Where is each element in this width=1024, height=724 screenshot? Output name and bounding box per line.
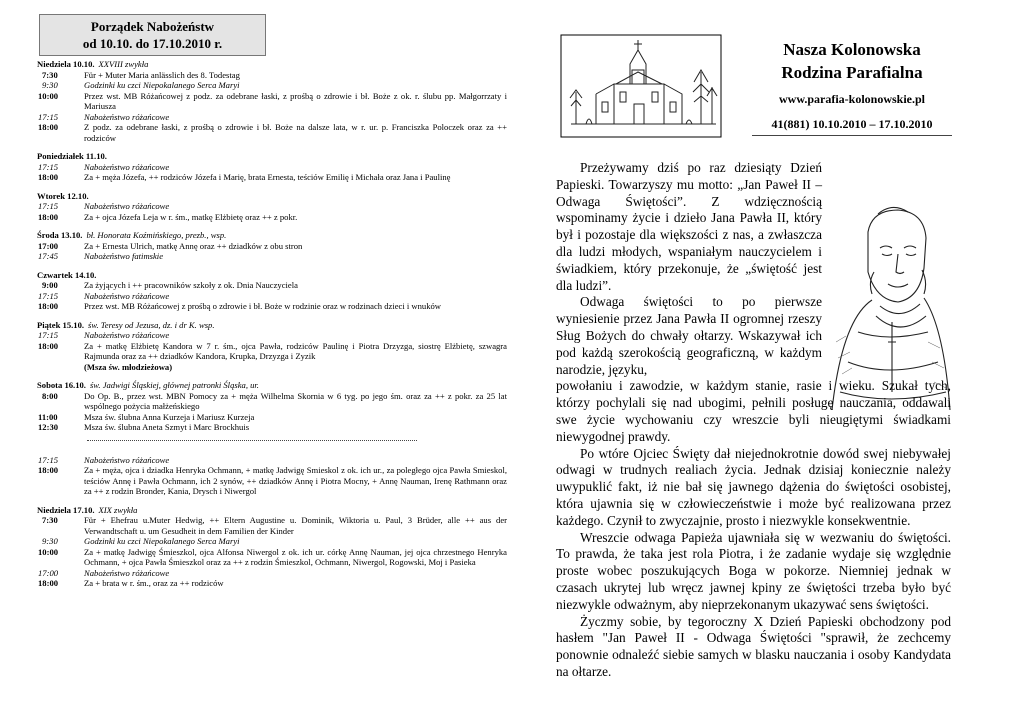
schedule-row <box>37 465 507 497</box>
schedule-row <box>37 201 507 212</box>
schedule-row <box>37 422 507 433</box>
mass-intention-text: Nabożeństwo różańcowe <box>84 161 170 172</box>
day-heading <box>37 191 507 202</box>
day-heading <box>37 320 507 331</box>
schedule-row <box>37 251 507 262</box>
mass-intention-text: Za żyjących i ++ pracowników szkoły z ok. Dnia Nauczyciela <box>84 280 298 290</box>
bulletin-title-line1: Nasza Kolonowska <box>783 40 921 59</box>
mass-intention <box>84 455 507 466</box>
schedule-day <box>37 191 507 223</box>
mass-time: 10:00 <box>38 546 59 557</box>
article <box>556 160 951 681</box>
day-heading <box>37 380 507 391</box>
schedule-row <box>37 578 507 589</box>
mass-time: 10:00 <box>38 90 59 101</box>
day-date: Środa 13.10. <box>37 230 83 240</box>
mass-intention-text: Für + Muter Maria anlässlich des 8. Todestag <box>84 69 240 80</box>
article-paragraph: powołaniu i zawodzie, w każdym stanie, rasie i wieku. Szukał tych, którzy pochylali się nad ubogimi, pełnili posługę nauczania, oddawali swe życie wychowaniu czy wreszcie byli nieugiętymi świadkami niewygodnej prawdy. <box>556 378 951 444</box>
liturgical-note: XIX zwykła <box>98 504 138 515</box>
mass-intention <box>84 251 507 262</box>
mass-intention <box>84 422 507 433</box>
mass-time: 17:15 <box>38 454 59 465</box>
schedule-header <box>39 14 266 56</box>
schedule-row <box>37 241 507 252</box>
mass-intention <box>84 391 507 412</box>
mass-intention <box>84 412 507 423</box>
youth-mass-note: (Msza św. młodzieżowa) <box>84 361 173 372</box>
mass-time: 9:30 <box>42 80 58 90</box>
mass-intention <box>84 330 507 341</box>
mass-intention <box>84 341 507 373</box>
mass-time: 11:00 <box>38 411 58 422</box>
mass-intention <box>84 536 507 547</box>
schedule-day <box>37 505 507 589</box>
day-heading <box>37 59 507 70</box>
schedule-row <box>37 301 507 312</box>
liturgical-note: św. Jadwigi Śląskiej, głównej patronki Śląska, ur. <box>89 380 259 390</box>
schedule-day <box>37 230 507 262</box>
article-paragraph: Wreszcie odwaga Papieża ujawniała się w wezwaniu do świętości. To prawda, że taka jest rola Piotra, i że zadanie wydaje się względnie proste wobec poszukujących Boga w pokorze. Niemniej jednak w czasach ukrytej lub wręcz jawnej kpiny ze świętości trzeba było być niezwykle odważnym, aby nieprzekonanym ukazywać sens świętości. <box>556 529 951 612</box>
article-paragraph: Odwaga świętości to po pierwsze wyniesienie przez Jana Pawła II ogromnej rzeszy Sług Bożych do chwały ołtarzy. Wskazywał ich pod każdą szerokością geograficzną, w każdym narodzie, języku, <box>556 294 822 377</box>
schedule-row <box>37 291 507 302</box>
mass-intention-text: Za + matkę Jadwigę Śmieszkol, ojca Alfonsa Niwergol z ok. ich ur. córkę Annę Nauman, jej ojca chrzestnego Henryka Ochmann, + ojca Pawła Śmieszkol oraz za ++ z rodzin Śmieszkol, Ochmann, Niwergol, Rogowski, Moj i Pasieka <box>84 546 507 567</box>
schedule-row <box>37 568 507 579</box>
mass-intention <box>84 172 507 183</box>
day-date: Wtorek 12.10. <box>37 190 89 201</box>
mass-intention-text: Za + męża Józefa, ++ rodziców Józefa i Marię, brata Ernesta, teściów Emilię i Michała oraz Jana i Paulinę <box>84 172 451 182</box>
schedule-row <box>37 341 507 373</box>
schedule-dates: od 10.10. do 17.10.2010 r. <box>82 36 223 51</box>
mass-intention <box>84 80 507 91</box>
schedule-row <box>37 330 507 341</box>
mass-time: 18:00 <box>38 340 59 351</box>
day-date: Poniedziałek 11.10. <box>37 151 107 161</box>
schedule-row <box>37 280 507 291</box>
mass-time: 18:00 <box>38 122 59 132</box>
mass-time: 17:15 <box>38 290 59 301</box>
church-drawing <box>556 32 726 140</box>
mass-time: 18:00 <box>38 211 59 222</box>
mass-intention <box>84 515 507 536</box>
schedule-row <box>37 547 507 568</box>
mass-time: 9:00 <box>42 280 58 290</box>
mass-time: 7:30 <box>42 69 58 80</box>
mass-intention <box>84 112 507 123</box>
schedule-row <box>37 80 507 91</box>
day-date: Niedziela 10.10. <box>37 59 95 69</box>
mass-schedule <box>37 14 507 589</box>
schedule-row <box>37 515 507 536</box>
mass-time: 8:00 <box>42 390 58 401</box>
mass-intention-text: Nabożeństwo różańcowe <box>84 201 170 211</box>
mass-intention-text: Nabożeństwo różańcowe <box>84 454 170 465</box>
mass-time: 7:30 <box>42 515 58 525</box>
mass-time: 12:30 <box>38 422 59 432</box>
schedule-day <box>37 59 507 143</box>
bulletin-title-line2: Rodzina Parafialna <box>781 63 923 82</box>
schedule-day <box>37 270 507 312</box>
schedule-row <box>37 536 507 547</box>
day-date: Niedziela 17.10. <box>37 504 95 515</box>
mass-time: 18:00 <box>38 465 59 475</box>
schedule-day <box>37 320 507 373</box>
mass-intention-text: Z podz. za odebrane łaski, z prośbą o zdrowie i bł. Boże na dalsze lata, w r. ur. p. Franciszka Poloczek oraz za ++ rodziców <box>84 122 507 143</box>
mass-intention-text: Nabożeństwo różańcowe <box>84 567 170 578</box>
masthead <box>752 38 952 136</box>
schedule-row <box>37 412 507 423</box>
mass-intention-text: Za + ojca Józefa Leja w r. śm., matkę Elżbietę oraz ++ z pokr. <box>84 211 298 222</box>
mass-intention-text: Za + męża, ojca i dziadka Henryka Ochmann, + matkę Jadwigę Smieskol z ok. ich ur., za poległego ojca Pawła Smieskol, teściów Annę i Pawła Ochmann, ich 2 synów, ++ dziadków Annę i Piotra Mocny, + Annę Nauman, Irenę Rathmann oraz za ++ z rodzin Bronder, Kania, Drysch i Niwergol <box>84 465 507 496</box>
mass-intention-text: Msza św. ślubna Anna Kurzeja i Mariusz Kurzeja <box>84 411 255 422</box>
mass-time: 9:30 <box>42 536 58 546</box>
schedule-day <box>37 151 507 183</box>
mass-intention <box>84 280 507 291</box>
mass-intention-text: Do Op. B., przez wst. MBN Pomocy za + męża Wilhelma Skornia w 6 tyg. po jego śm. oraz za ++ z pokr. za 25 lat wspólnego pożycia małżeńskiego <box>84 390 507 411</box>
liturgical-note: św. Teresy od Jezusa, dz. i dr K. wsp. <box>88 319 215 330</box>
mass-intention-text: Nabożeństwo różańcowe <box>84 290 170 301</box>
mass-time: 17:00 <box>38 240 59 251</box>
spacer <box>37 447 507 455</box>
mass-intention-text: Nabożeństwo różańcowe <box>84 330 170 340</box>
schedule-row <box>37 91 507 112</box>
mass-time: 18:00 <box>38 578 59 588</box>
mass-intention-text: Godzinki ku czci Niepokalanego Serca Maryi <box>84 80 240 90</box>
mass-intention <box>84 162 507 173</box>
website-link[interactable]: www.parafia-kolonowskie.pl <box>778 92 926 106</box>
mass-intention-text: Przez wst. MB Różańcowej z prośbą o zdrowie i bł. Boże w rodzinie oraz w rodzinach dzieci i wnuków <box>84 301 442 311</box>
mass-time: 18:00 <box>38 172 59 182</box>
schedule-row <box>37 212 507 223</box>
mass-intention-text: Nabożeństwo różańcowe <box>84 111 170 122</box>
article-paragraph: Po wtóre Ojciec Święty dał niejednokrotnie dowód swej niebywałej odwagi w trudnych realiach życia. Jednak dzisiaj koniecznie należy uwypuklić fakt, iż nie bał się jawnego dążenia do świętości osobistej, która ujawnia się w człowieczeństwie i może być realizowana przez każdego. Czynił to zwyczajnie, prosto i niezwykle konsekwentnie. <box>556 445 951 528</box>
day-heading <box>37 151 507 162</box>
mass-intention <box>84 291 507 302</box>
mass-intention-text: Za + brata w r. śm., oraz za ++ rodziców <box>84 578 224 588</box>
article-paragraph: Przeżywamy dziś po raz dziesiąty Dzień Papieski. Towarzyszy mu motto: „Jan Paweł II – Odwaga Świętości”. Z wdzięcznością wspominamy życie i dzieło Jana Pawła II, który był i pozostaje dla większości z nas, a zwłaszcza dla ludzi młodych, wspaniałym nauczycielem i świadkiem, który przekonuje, że „świętość jest dla ludzi”. <box>556 160 822 293</box>
mass-intention-text: Godzinki ku czci Niepokalanego Serca Maryi <box>84 536 240 546</box>
day-date: Sobota 16.10. <box>37 380 86 390</box>
schedule-days <box>37 59 507 589</box>
mass-intention <box>84 122 507 143</box>
schedule-row <box>37 391 507 412</box>
mass-time: 17:15 <box>38 161 59 172</box>
day-date: Czwartek 14.10. <box>37 269 97 280</box>
mass-time: 17:15 <box>38 330 59 340</box>
mass-intention <box>84 547 507 568</box>
liturgical-note: XXVIII zwykła <box>98 59 149 69</box>
issue-number: 41(881) 10.10.2010 – 17.10.2010 <box>752 117 952 136</box>
mass-intention-text: Für + Ehefrau u.Muter Hedwig, ++ Eltern Augustine u. Dominik, Wiktoria u. Paul, 3 Brüder, alle ++ aus der Verwandtschaft u. um Gesudheit in dem Familien der Kinder <box>84 515 507 536</box>
schedule-title: Porządek Nabożeństw <box>90 19 215 34</box>
mass-time: 18:00 <box>38 301 59 311</box>
mass-time: 17:45 <box>38 251 59 261</box>
mass-intention <box>84 465 507 497</box>
article-paragraph: Życzmy sobie, by tegoroczny X Dzień Papieski obchodzony pod hasłem "Jan Paweł II - Odwaga Świętości "sprawił, że zechcemy ponownie odnaleźć siebie samych w blasku nauczania i osoby Kandydata na ołtarze. <box>556 613 951 679</box>
mass-time: 17:15 <box>38 201 59 211</box>
mass-intention <box>84 91 507 112</box>
schedule-day <box>37 380 507 497</box>
mass-time: 17:15 <box>38 111 59 122</box>
day-date: Piątek 15.10. <box>37 319 85 330</box>
day-heading <box>37 230 507 241</box>
day-heading <box>37 270 507 281</box>
mass-intention-text: Przez wst. MB Różańcowej z podz. za odebrane łaski, z prośbą o zdrowie i bł. Boże z ok. r. ślubu pp. Małgorrzaty i Mariusza <box>84 90 507 111</box>
mass-intention <box>84 201 507 212</box>
mass-intention <box>84 70 507 81</box>
mass-intention <box>84 568 507 579</box>
dotted-separator <box>87 438 417 441</box>
schedule-row <box>37 455 507 466</box>
schedule-row <box>37 70 507 81</box>
mass-time: 17:00 <box>38 567 59 578</box>
mass-intention-text: Msza św. ślubna Aneta Szmyt i Marc Brockhuis <box>84 422 250 432</box>
mass-intention-text: Za + Ernesta Ulrich, matkę Annę oraz ++ dziadków z obu stron <box>84 240 303 251</box>
schedule-row <box>37 112 507 123</box>
mass-intention <box>84 578 507 589</box>
mass-intention <box>84 301 507 312</box>
schedule-row <box>37 122 507 143</box>
day-heading <box>37 505 507 516</box>
mass-intention <box>84 241 507 252</box>
liturgical-note: bł. Honorata Koźmińskiego, prezb., wsp. <box>86 230 227 240</box>
mass-intention-text: Nabożeństwo fatimskie <box>84 251 164 261</box>
schedule-row <box>37 172 507 183</box>
schedule-row <box>37 162 507 173</box>
mass-intention-text: Za + matkę Elżbietę Kandora w 7 r. śm., ojca Pawła, rodziców Paulinę i Piotra Drzyzga, siostrę Elżbietę, szwagra Rajmunda oraz za ++ dziadków Kandora, Krupka, Drzyzga i Zyzik <box>84 340 507 361</box>
mass-intention <box>84 212 507 223</box>
